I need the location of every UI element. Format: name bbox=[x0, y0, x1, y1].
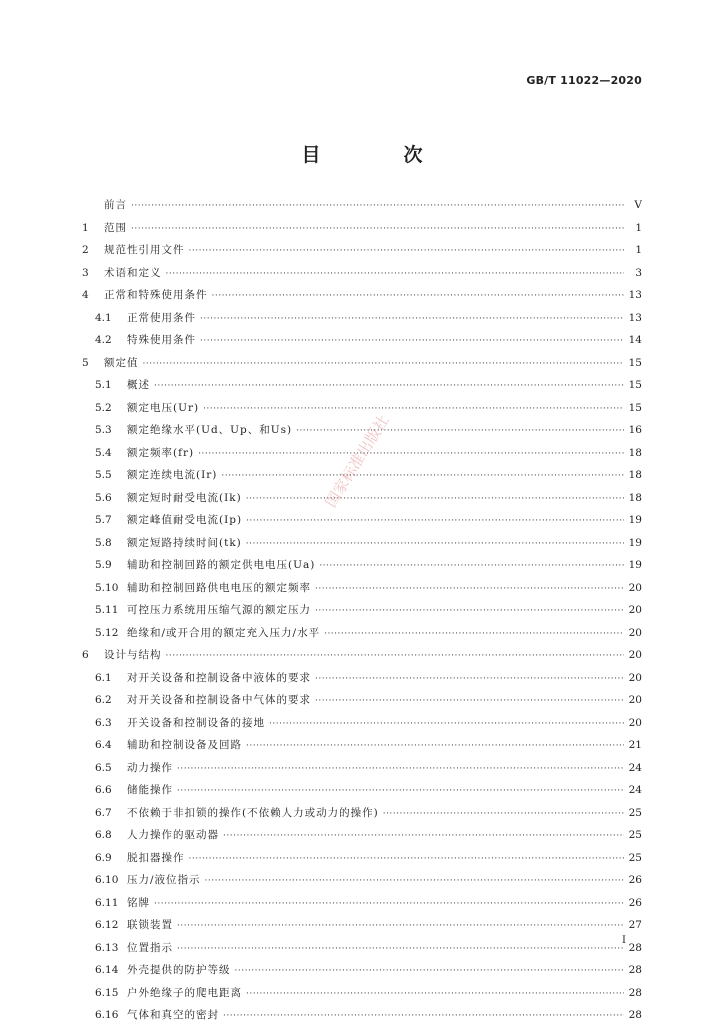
toc-entry-title: 前言 bbox=[104, 199, 127, 211]
page-number: I bbox=[622, 935, 626, 946]
toc-entry[interactable] bbox=[82, 355, 642, 378]
toc-entry-number: 6.5 bbox=[95, 761, 112, 774]
toc-leader-dots bbox=[235, 966, 625, 976]
toc-entry-title: 人力操作的驱动器 bbox=[127, 829, 219, 841]
toc-leader-dots bbox=[223, 831, 624, 841]
toc-entry-number: 4 bbox=[82, 289, 89, 301]
toc-entry-title: 联锁装置 bbox=[127, 919, 173, 931]
toc-leader-dots bbox=[205, 876, 624, 886]
toc-entry-number: 6.1 bbox=[95, 671, 112, 684]
toc-entry-number: 6.3 bbox=[95, 716, 112, 729]
toc-entry-title: 规范性引用文件 bbox=[104, 244, 185, 256]
toc-entry-title: 额定短路持续时间(tk) bbox=[127, 536, 242, 549]
toc-entry-page: 15 bbox=[628, 379, 642, 391]
toc-entry-page: 13 bbox=[628, 289, 642, 301]
toc-entry-page: 16 bbox=[628, 424, 642, 436]
toc-leader-dots bbox=[319, 561, 624, 571]
toc-leader-dots bbox=[269, 719, 624, 729]
toc-entry[interactable] bbox=[82, 850, 642, 873]
toc-leader-dots bbox=[177, 944, 624, 954]
toc-entry[interactable] bbox=[82, 715, 642, 738]
toc-entry[interactable] bbox=[82, 872, 642, 895]
toc-entry[interactable] bbox=[82, 265, 642, 288]
toc-entry-number: 6.12 bbox=[95, 919, 119, 931]
toc-leader-dots bbox=[189, 854, 625, 864]
toc-entry-title: 对开关设备和控制设备中气体的要求 bbox=[127, 694, 311, 706]
toc-leader-dots bbox=[246, 989, 624, 999]
toc-entry-number: 5.5 bbox=[95, 469, 112, 481]
toc-entry-title: 户外绝缘子的爬电距离 bbox=[127, 986, 242, 999]
toc-entry-number: 6.4 bbox=[95, 739, 112, 751]
toc-entry-page: 25 bbox=[628, 806, 642, 819]
toc-entry-page: 20 bbox=[628, 694, 642, 706]
toc-entry-page: 25 bbox=[628, 851, 642, 864]
table-of-contents bbox=[82, 197, 642, 1030]
toc-leader-dots bbox=[383, 809, 624, 819]
toc-entry-page: V bbox=[634, 199, 642, 211]
toc-entry[interactable] bbox=[82, 512, 642, 535]
toc-entry-page: 15 bbox=[628, 356, 642, 369]
toc-entry[interactable] bbox=[82, 242, 642, 265]
toc-entry-number: 6.15 bbox=[95, 986, 119, 999]
toc-leader-dots bbox=[315, 674, 624, 684]
toc-entry-number: 5.2 bbox=[95, 401, 112, 414]
toc-entry[interactable] bbox=[82, 287, 642, 310]
toc-entry-title: 开关设备和控制设备的接地 bbox=[127, 716, 265, 729]
toc-entry[interactable] bbox=[82, 1007, 642, 1030]
toc-leader-dots bbox=[143, 359, 625, 369]
toc-leader-dots bbox=[177, 764, 624, 774]
toc-entry-page: 3 bbox=[635, 266, 642, 279]
toc-entry-title: 额定频率(fr) bbox=[127, 446, 195, 459]
toc-entry-number: 5.8 bbox=[95, 536, 112, 549]
toc-entry-title: 术语和定义 bbox=[104, 266, 162, 279]
toc-entry-page: 1 bbox=[635, 244, 642, 256]
toc-entry-page: 20 bbox=[628, 716, 642, 729]
toc-leader-dots bbox=[221, 471, 624, 481]
toc-entry-title: 脱扣器操作 bbox=[127, 851, 185, 864]
toc-entry[interactable] bbox=[82, 985, 642, 1008]
toc-entry-number: 6 bbox=[82, 649, 89, 661]
toc-entry-title: 设计与结构 bbox=[104, 649, 162, 661]
toc-entry-number: 6.6 bbox=[95, 784, 112, 796]
toc-leader-dots bbox=[246, 539, 624, 549]
toc-leader-dots bbox=[131, 224, 624, 234]
toc-leader-dots bbox=[189, 246, 625, 256]
toc-entry[interactable] bbox=[82, 895, 642, 918]
toc-entry-page: 28 bbox=[628, 941, 642, 954]
page-title: 目 次 bbox=[301, 144, 455, 166]
toc-entry-page: 20 bbox=[628, 604, 642, 616]
toc-entry-title: 位置指示 bbox=[127, 941, 173, 954]
toc-entry-page: 18 bbox=[628, 491, 642, 504]
toc-entry[interactable] bbox=[82, 400, 642, 423]
toc-entry-title: 辅助和控制回路的额定供电电压(Ua) bbox=[127, 559, 316, 571]
toc-entry-number: 6.10 bbox=[95, 874, 119, 886]
toc-entry-page: 19 bbox=[628, 536, 642, 549]
toc-entry-number: 5.7 bbox=[95, 514, 112, 526]
toc-entry[interactable] bbox=[82, 557, 642, 580]
toc-entry-title: 可控压力系统用压缩气源的额定压力 bbox=[127, 604, 311, 616]
toc-entry-page: 14 bbox=[628, 334, 642, 346]
toc-entry-number: 2 bbox=[82, 244, 89, 256]
toc-entry[interactable] bbox=[82, 220, 642, 243]
toc-entry-title: 外壳提供的防护等级 bbox=[127, 964, 231, 976]
toc-entry-page: 19 bbox=[628, 514, 642, 526]
toc-entry[interactable] bbox=[82, 782, 642, 805]
toc-entry[interactable] bbox=[82, 535, 642, 558]
toc-entry-title: 对开关设备和控制设备中液体的要求 bbox=[127, 671, 311, 684]
toc-entry-title: 气体和真空的密封 bbox=[127, 1009, 219, 1021]
toc-entry-title: 额定连续电流(Ir) bbox=[127, 469, 218, 481]
toc-entry-number: 6.14 bbox=[95, 964, 119, 976]
toc-entry[interactable] bbox=[82, 737, 642, 760]
toc-entry-page: 28 bbox=[628, 964, 642, 976]
toc-leader-dots bbox=[154, 899, 624, 909]
toc-entry-number: 1 bbox=[82, 221, 89, 234]
toc-leader-dots bbox=[131, 201, 624, 211]
toc-entry-number: 5.6 bbox=[95, 491, 112, 504]
toc-entry-title: 压力/液位指示 bbox=[127, 874, 201, 886]
toc-leader-dots bbox=[315, 696, 624, 706]
toc-entry-page: 25 bbox=[628, 829, 642, 841]
toc-leader-dots bbox=[246, 494, 624, 504]
toc-leader-dots bbox=[296, 426, 624, 436]
toc-entry-title: 范围 bbox=[104, 221, 127, 234]
toc-entry-title: 额定值 bbox=[104, 356, 139, 369]
toc-leader-dots bbox=[315, 606, 624, 616]
toc-leader-dots bbox=[200, 314, 624, 324]
toc-entry-title: 辅助和控制设备及回路 bbox=[127, 739, 242, 751]
toc-entry-title: 绝缘和/或开合用的额定充入压力/水平 bbox=[127, 626, 321, 639]
toc-leader-dots bbox=[246, 741, 624, 751]
toc-entry[interactable] bbox=[82, 827, 642, 850]
toc-entry[interactable] bbox=[82, 692, 642, 715]
toc-leader-dots bbox=[324, 629, 624, 639]
toc-entry-number: 4.2 bbox=[95, 334, 112, 346]
toc-entry-number: 5.10 bbox=[95, 581, 119, 594]
toc-entry-page: 18 bbox=[628, 446, 642, 459]
toc-entry-page: 20 bbox=[628, 626, 642, 639]
toc-entry-title: 不依赖于非扣锁的操作(不依赖人力或动力的操作) bbox=[127, 806, 379, 819]
toc-entry-page: 21 bbox=[628, 739, 642, 751]
toc-leader-dots bbox=[246, 516, 624, 526]
toc-entry-number: 6.9 bbox=[95, 851, 112, 864]
toc-entry[interactable] bbox=[82, 332, 642, 355]
toc-entry-number: 6.13 bbox=[95, 941, 119, 954]
toc-entry-page: 13 bbox=[628, 311, 642, 324]
toc-entry[interactable] bbox=[82, 670, 642, 693]
toc-entry-number: 6.7 bbox=[95, 806, 112, 819]
toc-entry-title: 额定短时耐受电流(Ik) bbox=[127, 491, 242, 504]
toc-leader-dots bbox=[315, 584, 624, 594]
toc-entry-number: 5 bbox=[82, 356, 89, 369]
toc-entry-page: 24 bbox=[628, 761, 642, 774]
toc-entry-title: 辅助和控制回路供电电压的额定频率 bbox=[127, 581, 311, 594]
watermark: 国家标准出版社 bbox=[321, 412, 393, 511]
toc-entry-number: 5.11 bbox=[95, 604, 119, 616]
toc-leader-dots bbox=[223, 1011, 624, 1021]
toc-entry[interactable] bbox=[82, 760, 642, 783]
toc-entry-title: 概述 bbox=[127, 379, 150, 391]
toc-entry-title: 铭牌 bbox=[127, 896, 150, 909]
toc-leader-dots bbox=[212, 291, 625, 301]
toc-entry-title: 动力操作 bbox=[127, 761, 173, 774]
toc-entry-number: 5.1 bbox=[95, 379, 112, 391]
standard-code: GB/T 11022—2020 bbox=[526, 74, 642, 87]
toc-leader-dots bbox=[203, 404, 624, 414]
toc-entry-title: 额定电压(Ur) bbox=[127, 401, 200, 414]
toc-leader-dots bbox=[177, 786, 624, 796]
toc-entry[interactable] bbox=[82, 580, 642, 603]
toc-entry-page: 18 bbox=[628, 469, 642, 481]
toc-entry-title: 额定峰值耐受电流(Ip) bbox=[127, 514, 243, 526]
toc-entry-page: 26 bbox=[628, 874, 642, 886]
toc-entry-title: 正常使用条件 bbox=[127, 311, 196, 324]
toc-entry-page: 28 bbox=[628, 986, 642, 999]
toc-entry-page: 20 bbox=[628, 581, 642, 594]
toc-entry-title: 正常和特殊使用条件 bbox=[104, 289, 208, 301]
toc-entry-title: 储能操作 bbox=[127, 784, 173, 796]
toc-entry-number: 5.12 bbox=[95, 626, 119, 639]
toc-entry-page: 20 bbox=[628, 671, 642, 684]
toc-entry-number: 6.2 bbox=[95, 694, 112, 706]
toc-entry[interactable] bbox=[82, 647, 642, 670]
toc-entry-number: 3 bbox=[82, 266, 89, 279]
toc-leader-dots bbox=[166, 269, 625, 279]
toc-entry-page: 20 bbox=[628, 649, 642, 661]
toc-entry-page: 26 bbox=[628, 896, 642, 909]
toc-entry-number: 5.3 bbox=[95, 424, 112, 436]
toc-entry-page: 24 bbox=[628, 784, 642, 796]
toc-entry-number: 5.9 bbox=[95, 559, 112, 571]
toc-entry-number: 4.1 bbox=[95, 311, 112, 324]
toc-entry[interactable] bbox=[82, 805, 642, 828]
toc-entry[interactable] bbox=[82, 310, 642, 333]
toc-leader-dots bbox=[166, 651, 625, 661]
toc-entry[interactable] bbox=[82, 917, 642, 940]
toc-entry-page: 1 bbox=[635, 221, 642, 234]
toc-leader-dots bbox=[200, 336, 624, 346]
toc-leader-dots bbox=[198, 449, 624, 459]
toc-entry-title: 特殊使用条件 bbox=[127, 334, 196, 346]
toc-entry[interactable] bbox=[82, 602, 642, 625]
toc-leader-dots bbox=[177, 921, 624, 931]
toc-entry[interactable] bbox=[82, 940, 642, 963]
toc-entry-number: 6.16 bbox=[95, 1009, 119, 1021]
toc-leader-dots bbox=[154, 381, 624, 391]
toc-entry-page: 15 bbox=[628, 401, 642, 414]
toc-entry[interactable] bbox=[82, 377, 642, 400]
toc-entry-page: 28 bbox=[628, 1009, 642, 1021]
toc-entry-number: 6.8 bbox=[95, 829, 112, 841]
toc-entry[interactable] bbox=[82, 962, 642, 985]
toc-entry-page: 19 bbox=[628, 559, 642, 571]
toc-entry-title: 额定绝缘水平(Ud、Up、和Us) bbox=[127, 424, 293, 436]
toc-entry-page: 27 bbox=[628, 919, 642, 931]
toc-entry-number: 5.4 bbox=[95, 446, 112, 459]
toc-entry-number: 6.11 bbox=[95, 896, 119, 909]
toc-entry[interactable] bbox=[82, 490, 642, 513]
toc-entry[interactable] bbox=[82, 625, 642, 648]
toc-entry[interactable] bbox=[82, 197, 642, 220]
